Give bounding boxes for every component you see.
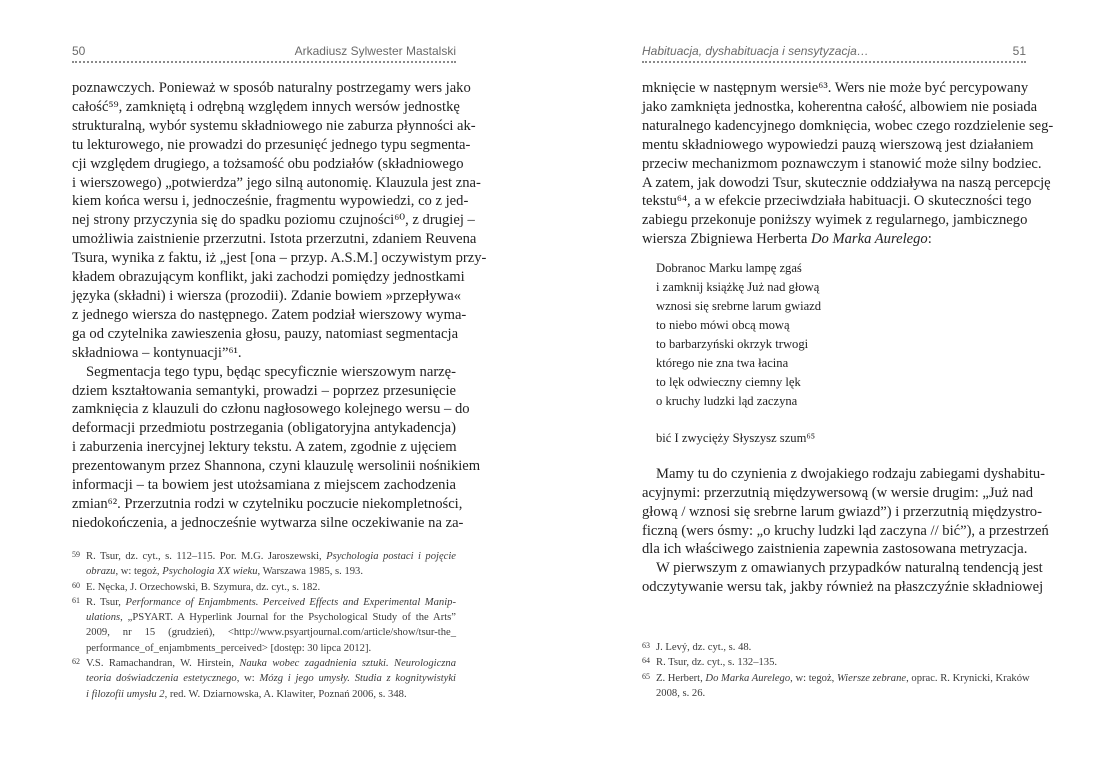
- body-line: całość⁵⁹, zamkniętą i odrębną względem innych wersów jednostkę: [72, 98, 460, 115]
- body-line: zabiegu przekonuje poniższy wyimek z regularnego, jambicznego: [642, 212, 1028, 229]
- left-page-header: [72, 44, 456, 62]
- body-line: ficzną (wers ósmy: „o kruchy ludzki ląd zaczyna // bić”), a przestrzeń: [642, 522, 1049, 539]
- poem-line: o kruchy ludzki ląd zaczyna: [656, 393, 798, 408]
- poem-excerpt: [642, 259, 1026, 448]
- body-line: strukturalną, wybór systemu składniowego nie zaburza płynności ak-: [72, 117, 476, 134]
- footnote-line: V.S. Ramachandran, W. Hirstein, Nauka wobec zagadnienia sztuki. Neurologiczna: [86, 658, 456, 670]
- right-footnotes: [642, 640, 1030, 701]
- poem-line: to niebo mówi obcą mową: [656, 317, 790, 332]
- body-line: A zatem, jak dowodzi Tsur, skutecznie oddziaływa na naszą percepcję: [642, 174, 1051, 191]
- right-body-text: [642, 79, 1054, 597]
- body-line: Tsura, wynika z faktu, iż „jest [ona – przyp. A.S.M.] oczywistym przy-: [72, 250, 487, 267]
- stanza-gap: [656, 410, 1026, 429]
- body-line: informacji – ta bowiem jest utożsamiana z miejscem zachodzenia: [72, 477, 456, 494]
- body-line: poznawczych. Ponieważ w sposób naturalny postrzegamy wers jako: [72, 80, 471, 96]
- footnote-line: R. Tsur, Performance of Enjambments. Perceived Effects and Experimental Manip-: [86, 596, 456, 608]
- body-line: i wierszowego) „potwierdza” jego silną autonomię. Klauzula jest zna-: [72, 174, 481, 191]
- footnote-59: [72, 549, 456, 580]
- body-line: mknięcie w następnym wersie⁶³. Wers nie może być percypowany: [642, 80, 1029, 96]
- footnote-line: 2008, s. 26.: [656, 687, 706, 699]
- header-rule: [72, 61, 456, 63]
- running-head-title: Habituacja, dyshabituacja i sensytyzacja…: [642, 44, 869, 58]
- poem-line: bić I zwycięży Słyszysz szum⁶⁵: [656, 430, 816, 445]
- footnote-line: R. Tsur, dz. cyt., s. 132–135.: [656, 657, 778, 669]
- body-line: składniowa – kontynuacji”⁶¹.: [72, 344, 242, 361]
- footnote-62: [72, 656, 456, 702]
- poem-line: to lęk odwieczny ciemny lęk: [656, 374, 801, 389]
- left-body-text: [72, 79, 487, 533]
- body-line: kładem obrazującym konflikt, jaki zachodzi pomiędzy jednostkami: [72, 269, 465, 286]
- body-line: tu lekturowego, nie prowadzi do przesunięć jednego typu segmenta-: [72, 136, 471, 153]
- footnote-number: 61: [72, 595, 80, 605]
- body-line: cji względem drugiego, a tożsamość obu podziałów (składniowego: [72, 155, 464, 172]
- footnote-60: [72, 580, 456, 595]
- body-line: odczytywanie wersu tak, jakby również na płaszczyźnie składniowej: [642, 579, 1044, 596]
- body-line: ga od czytelnika zawieszenia głosu, pauzy, natomiast segmentacja: [72, 325, 459, 342]
- body-line: acyjnymi: przerzutnią międzywersową (w wersie drugim: „Już nad: [642, 484, 1034, 501]
- body-line: głową / wznosi się srebrne larum gwiazd”) i przerzutnią międzystro-: [642, 503, 1042, 520]
- body-line: dla ich właściwego zaistnienia zapewnia zastosowana metryzacja.: [642, 541, 1028, 558]
- body-line: wiersza Zbigniewa Herberta Do Marka Aurelego:: [642, 231, 932, 248]
- body-line: zamknięcia z klauzuli do członu nagłosowego kolejnego wersu – do: [72, 401, 470, 418]
- page-number: 50: [72, 44, 86, 58]
- poem-line: którego nie zna twa łacina: [656, 355, 789, 370]
- footnote-line: ulations, „PSYART. A Hyperlink Journal for the Psychological Study of the Arts”: [86, 612, 456, 624]
- footnote-63: [642, 640, 1026, 655]
- spacer: [642, 448, 1026, 465]
- body-line: prezentowanym przez Shannona, czyni klauzulę wersolinii nośnikiem: [72, 458, 481, 475]
- body-line: naturalnego kadencyjnego domknięcia, wobec czego rozdzielenie seg-: [642, 117, 1054, 134]
- body-line: tekstu⁶⁴, a w efekcie przeciwdziała habituacji. O skuteczności tego: [642, 193, 1032, 210]
- footnote-number: 60: [72, 580, 80, 590]
- body-line: mentu składniowego wypowiedzi pauzą wierszową jest działaniem: [642, 136, 1034, 153]
- poem-line: to barbarzyński okrzyk trwogi: [656, 336, 809, 351]
- body-line: i zaburzenia inercyjnej lektury tekstu. A zatem, zgodnie z ujęciem: [72, 439, 457, 456]
- footnote-line: i filozofii umysłu 2, red. W. Dziarnowska, A. Klawiter, Poznań 2006, s. 348.: [86, 688, 407, 700]
- body-line: Segmentacja tego typu, będąc specyficznie wierszowym narzę-: [86, 363, 456, 380]
- footnote-number: 63: [642, 641, 650, 650]
- body-line: przeciw mechanizmom poznawczym i stanowić może silny bodziec.: [642, 155, 1042, 172]
- poem-line: i zamknij książkę Już nad głową: [656, 280, 820, 295]
- footnote-number: 59: [72, 550, 80, 559]
- body-line: dziem kształtowania semantyki, prowadzi – poprzez przesunięcie: [72, 382, 456, 399]
- page-number: 51: [1012, 44, 1026, 58]
- footnote-line: E. Nęcka, J. Orzechowski, B. Szymura, dz. cyt., s. 182.: [86, 581, 321, 593]
- footnote-line: R. Tsur, dz. cyt., s. 112–115. Por. M.G. Jaroszewski, Psychologia postaci i pojęcie: [86, 551, 456, 562]
- footnote-line: J. Levý, dz. cyt., s. 48.: [656, 642, 752, 653]
- body-line: języka (składni) i wiersza (prozodii). Zdanie bowiem »przepływa«: [72, 287, 462, 304]
- footnote-64: [642, 655, 1026, 670]
- body-line: kiem końca wersu i, jednocześnie, fragmentu wypowiedzi, co z jed-: [72, 193, 469, 210]
- poem-line: wznosi się srebrne larum gwiazd: [656, 298, 822, 313]
- left-footnotes: [72, 549, 456, 702]
- poem-line: Dobranoc Marku lampę zgaś: [656, 261, 802, 276]
- right-page: [550, 0, 1100, 776]
- running-head-author: Arkadiusz Sylwester Mastalski: [294, 44, 456, 58]
- body-line: W pierwszym z omawianych przypadków naturalną tendencją jest: [656, 560, 1043, 577]
- footnote-line: teoria doświadczenia estetycznego, w: Mózg i jego umysły. Studia z kognitywistyki: [86, 673, 456, 685]
- body-line: zmian⁶². Przerzutnia rodzi w czytelniku poczucie niekompletności,: [72, 495, 463, 512]
- body-line: niedokończenia, a jednocześnie wytwarza silne oczekiwanie na za-: [72, 514, 464, 531]
- body-line: nej strony przyczynia się do spadku poziomu czujności⁶⁰, z drugiej –: [72, 212, 475, 229]
- body-line: jako zamknięta jednostka, koherentna całość, albowiem nie posiada: [642, 98, 1038, 115]
- header-rule: [642, 61, 1026, 63]
- footnote-65: [642, 671, 1030, 702]
- right-page-header: [642, 44, 1026, 62]
- footnote-number: 64: [642, 656, 650, 666]
- footnote-line: 2009, nr 15 (grudzień), <http://www.psyartjournal.com/article/show/tsur-the_: [86, 627, 456, 639]
- body-line: deformacji przedmiotu postrzegania (obligatoryjna antykadencja): [72, 420, 456, 437]
- body-line: Mamy tu do czynienia z dwojakiego rodzaju zabiegami dyshabitu-: [656, 465, 1046, 482]
- footnote-number: 65: [642, 671, 650, 681]
- footnote-line: Z. Herbert, Do Marka Aurelego, w: tegoż, Wiersze zebrane, oprac. R. Krynicki, Kraków: [656, 672, 1030, 684]
- footnote-61: [72, 595, 456, 656]
- footnote-line: performance_of_enjambments_perceived> [dostęp: 30 lipca 2012].: [86, 642, 372, 654]
- footnote-line: obrazu, w: tegoż, Psychologia XX wieku, Warszawa 1985, s. 193.: [86, 566, 364, 578]
- footnote-number: 62: [72, 657, 80, 667]
- body-line: umożliwia zaistnienie przerzutni. Istota przerzutni, zdaniem Reuvena: [72, 231, 477, 248]
- body-line: z jednego wiersza do następnego. Zatem podział wierszowy wyma-: [72, 306, 467, 323]
